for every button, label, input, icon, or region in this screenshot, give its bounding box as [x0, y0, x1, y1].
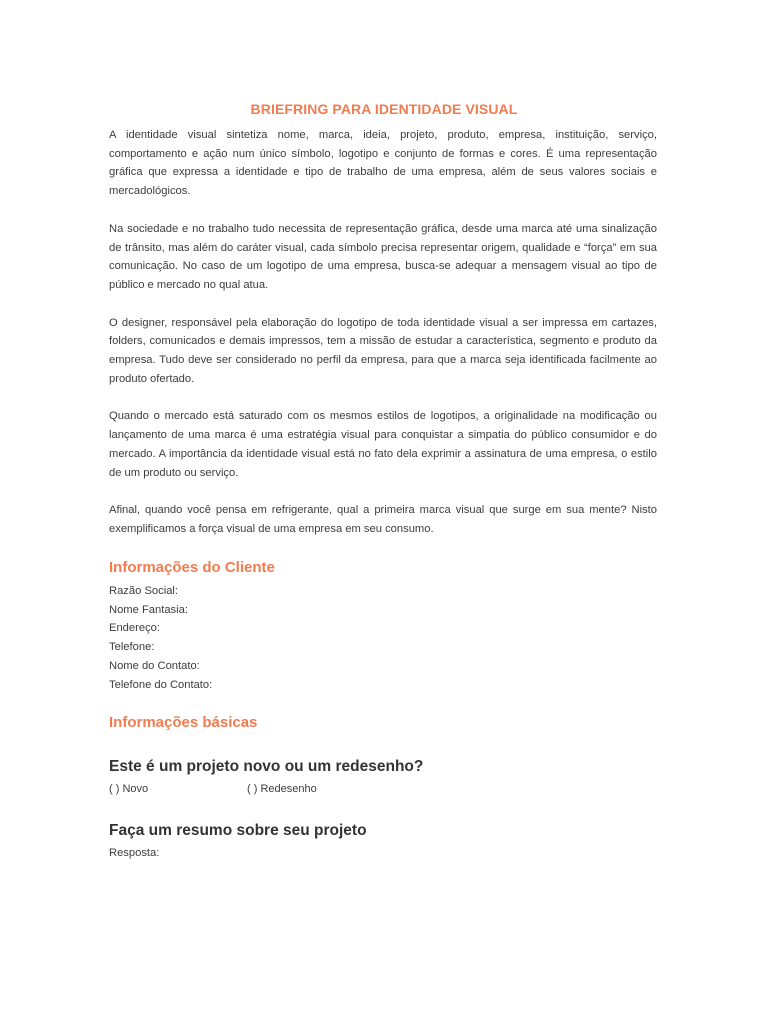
field-nome-fantasia: Nome Fantasia: [109, 603, 188, 616]
paragraph: A identidade visual sintetiza nome, marca, ideia, projeto, produto, empresa, instituição, serviço, comportamento e ação num único símbolo, logotipo e conjunto de formas e cores. É uma representação gráfica que expressa a identidade e tipo de trabalho de uma empresa, além de seus valores sociais e mercadológicos. [109, 129, 657, 198]
field-nome-contato: Nome do Contato: [109, 659, 200, 672]
field-telefone-contato: Telefone do Contato: [109, 678, 213, 691]
project-type-options [109, 783, 509, 801]
answer-label: Resposta: [109, 847, 160, 859]
client-info-heading: Informações do Cliente [109, 559, 275, 576]
option-redesenho[interactable]: ( ) Redesenho [247, 783, 317, 795]
field-telefone: Telefone: [109, 641, 155, 654]
question-project-type: Este é um projeto novo ou um redesenho? [109, 758, 424, 775]
basic-info-heading: Informações básicas [109, 714, 258, 731]
client-fields [109, 582, 212, 694]
paragraph: Na sociedade e no trabalho tudo necessita de representação gráfica, desde uma marca até uma sinalização de trânsito, mas além do caráter visual, cada símbolo precisa representar origem, qualidade e “força” em sua comunicação. No caso de um logotipo de uma empresa, busca-se adequar a mensagem visual ao tipo de público e mercado no qual atua. [109, 222, 657, 291]
paragraph: Afinal, quando você pensa em refrigerante, qual a primeira marca visual que surge em sua mente? Nisto exemplificamos a força visual de uma empresa em seu consumo. [109, 504, 657, 535]
paragraph: Quando o mercado está saturado com os mesmos estilos de logotipos, a originalidade na modificação ou lançamento de uma marca é uma estratégia visual para conquistar a simpatia do público consumidor e do mercado. A importância da identidade visual está no fato dela exprimir a assinatura de uma empresa, o estilo de um produto ou serviço. [109, 410, 657, 479]
field-endereco: Endereço: [109, 622, 160, 635]
paragraph: O designer, responsável pela elaboração do logotipo de toda identidade visual a ser impressa em cartazes, folders, comunicados e demais impressos, tem a missão de estudar a característica, segmento e produto da empresa. Tudo deve ser considerado no perfil da empresa, para que a marca seja identificada facilmente ao produto ofertado. [109, 316, 657, 385]
field-razao-social: Razão Social: [109, 585, 179, 597]
intro-text [109, 126, 657, 558]
question-project-summary: Faça um resumo sobre seu projeto [109, 822, 367, 839]
document-title: BRIEFRING PARA IDENTIDADE VISUAL [250, 101, 518, 118]
option-novo[interactable]: ( ) Novo [109, 783, 149, 795]
